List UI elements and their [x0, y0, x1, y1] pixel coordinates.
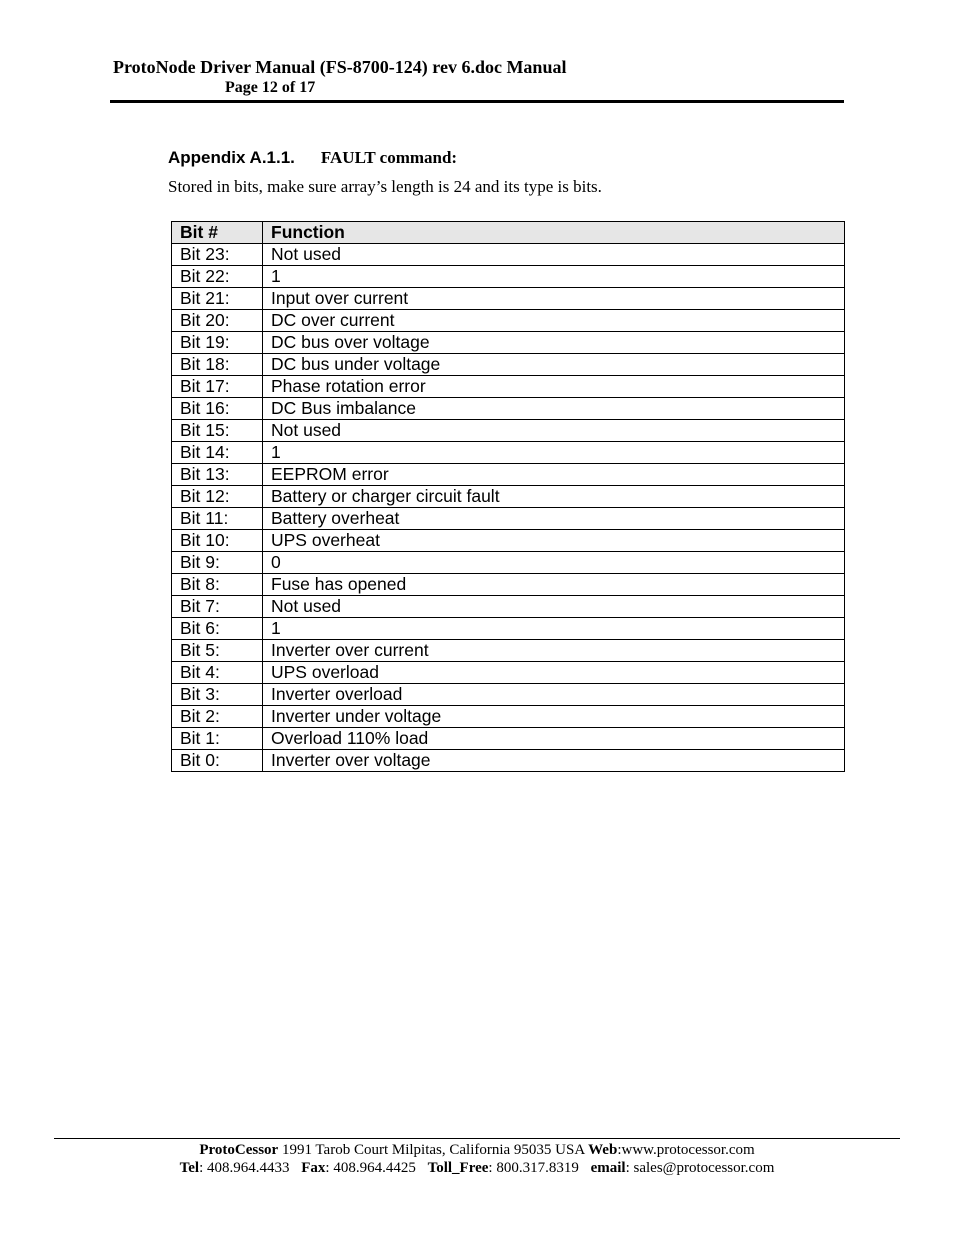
- bit-number-cell: Bit 15:: [172, 420, 263, 442]
- bit-function-cell: Input over current: [263, 288, 845, 310]
- bit-function-cell: Not used: [263, 420, 845, 442]
- footer-fax-label: Fax: [301, 1160, 326, 1176]
- section-heading: [168, 146, 848, 170]
- table-row: [172, 640, 845, 662]
- bit-function-cell: Inverter over current: [263, 640, 845, 662]
- footer-web: www.protocessor.com: [621, 1142, 755, 1158]
- bit-function-cell: DC over current: [263, 310, 845, 332]
- bit-number-cell: Bit 4:: [172, 662, 263, 684]
- bit-function-cell: 1: [263, 618, 845, 640]
- bit-number-cell: Bit 2:: [172, 706, 263, 728]
- bit-number-cell: Bit 21:: [172, 288, 263, 310]
- table-row: [172, 420, 845, 442]
- footer-fax: 408.964.4425: [333, 1160, 416, 1176]
- footer-tollfree-label: Toll_Free: [427, 1160, 489, 1176]
- table-row: [172, 552, 845, 574]
- bit-number-cell: Bit 6:: [172, 618, 263, 640]
- column-header-bit: Bit #: [172, 222, 263, 244]
- bit-function-cell: DC bus over voltage: [263, 332, 845, 354]
- table-row: [172, 728, 845, 750]
- table-row: [172, 508, 845, 530]
- bit-function-cell: Not used: [263, 596, 845, 618]
- footer-email: sales@protocessor.com: [633, 1160, 775, 1176]
- bit-number-cell: Bit 23:: [172, 244, 263, 266]
- table-row: [172, 398, 845, 420]
- footer-line-1: ProtoCessor 1991 Tarob Court Milpitas, California 95035 USA Web:www.protocessor.com: [199, 1142, 755, 1158]
- bit-function-cell: DC Bus imbalance: [263, 398, 845, 420]
- footer-address: 1991 Tarob Court Milpitas, California 95035 USA: [281, 1142, 585, 1158]
- section: [168, 146, 848, 198]
- document-title: ProtoNode Driver Manual (FS-8700-124) rev 6.doc Manual: [113, 57, 567, 77]
- bit-number-cell: Bit 17:: [172, 376, 263, 398]
- bit-number-cell: Bit 8:: [172, 574, 263, 596]
- bit-number-cell: Bit 9:: [172, 552, 263, 574]
- table-row: [172, 442, 845, 464]
- bit-number-cell: Bit 13:: [172, 464, 263, 486]
- table-row: [172, 574, 845, 596]
- table-row: [172, 266, 845, 288]
- page-number: Page 12 of 17: [225, 79, 316, 96]
- bit-number-cell: Bit 22:: [172, 266, 263, 288]
- table-row: [172, 288, 845, 310]
- bit-number-cell: Bit 1:: [172, 728, 263, 750]
- section-description: Stored in bits, make sure array’s length is 24 and its type is bits.: [168, 177, 602, 196]
- bit-function-cell: Battery overheat: [263, 508, 845, 530]
- footer-company: ProtoCessor: [199, 1142, 279, 1158]
- bit-function-cell: 1: [263, 442, 845, 464]
- table-row: [172, 310, 845, 332]
- bit-number-cell: Bit 7:: [172, 596, 263, 618]
- section-number: Appendix A.1.1.: [168, 148, 295, 167]
- bit-function-cell: Inverter over voltage: [263, 750, 845, 772]
- bit-function-cell: Inverter overload: [263, 684, 845, 706]
- table-row: [172, 618, 845, 640]
- page-header: [110, 56, 844, 98]
- bit-function-cell: Inverter under voltage: [263, 706, 845, 728]
- bit-number-cell: Bit 10:: [172, 530, 263, 552]
- table-row: [172, 706, 845, 728]
- bit-function-cell: Overload 110% load: [263, 728, 845, 750]
- footer-divider: [54, 1138, 900, 1139]
- bit-function-cell: EEPROM error: [263, 464, 845, 486]
- footer-email-label: email: [590, 1160, 626, 1176]
- table-row: [172, 530, 845, 552]
- bit-number-cell: Bit 11:: [172, 508, 263, 530]
- bit-number-cell: Bit 20:: [172, 310, 263, 332]
- header-divider: [110, 100, 844, 103]
- footer-tel: 408.964.4433: [206, 1160, 290, 1176]
- bit-function-cell: Phase rotation error: [263, 376, 845, 398]
- table-header-row: [172, 222, 845, 244]
- column-header-function: Function: [263, 222, 845, 244]
- table-body: [172, 244, 845, 772]
- bit-number-cell: Bit 19:: [172, 332, 263, 354]
- bit-number-cell: Bit 0:: [172, 750, 263, 772]
- table-row: [172, 750, 845, 772]
- table-row: [172, 684, 845, 706]
- bit-function-cell: Battery or charger circuit fault: [263, 486, 845, 508]
- bit-number-cell: Bit 18:: [172, 354, 263, 376]
- bit-function-cell: Fuse has opened: [263, 574, 845, 596]
- bit-number-cell: Bit 14:: [172, 442, 263, 464]
- table-row: [172, 486, 845, 508]
- bit-function-cell: 0: [263, 552, 845, 574]
- bit-function-cell: Not used: [263, 244, 845, 266]
- bit-function-cell: DC bus under voltage: [263, 354, 845, 376]
- bit-number-cell: Bit 12:: [172, 486, 263, 508]
- table-row: [172, 332, 845, 354]
- table-row: [172, 354, 845, 376]
- bit-function-cell: 1: [263, 266, 845, 288]
- table-row: [172, 464, 845, 486]
- section-title: FAULT command:: [320, 148, 458, 167]
- bit-number-cell: Bit 16:: [172, 398, 263, 420]
- footer-tollfree: 800.317.8319: [496, 1160, 579, 1176]
- table-row: [172, 662, 845, 684]
- footer-line-2: Tel: 408.964.4433 Fax: 408.964.4425 Toll_Free: 800.317.8319 email: sales@protocessor.com: [179, 1160, 775, 1176]
- table-row: [172, 244, 845, 266]
- bit-function-cell: UPS overload: [263, 662, 845, 684]
- bit-function-cell: UPS overheat: [263, 530, 845, 552]
- page-footer: [54, 1141, 900, 1177]
- bit-number-cell: Bit 5:: [172, 640, 263, 662]
- bit-number-cell: Bit 3:: [172, 684, 263, 706]
- footer-web-label: Web: [588, 1142, 618, 1158]
- table-row: [172, 596, 845, 618]
- footer-tel-label: Tel: [179, 1160, 200, 1176]
- table-row: [172, 376, 845, 398]
- fault-bits-table: [171, 221, 845, 772]
